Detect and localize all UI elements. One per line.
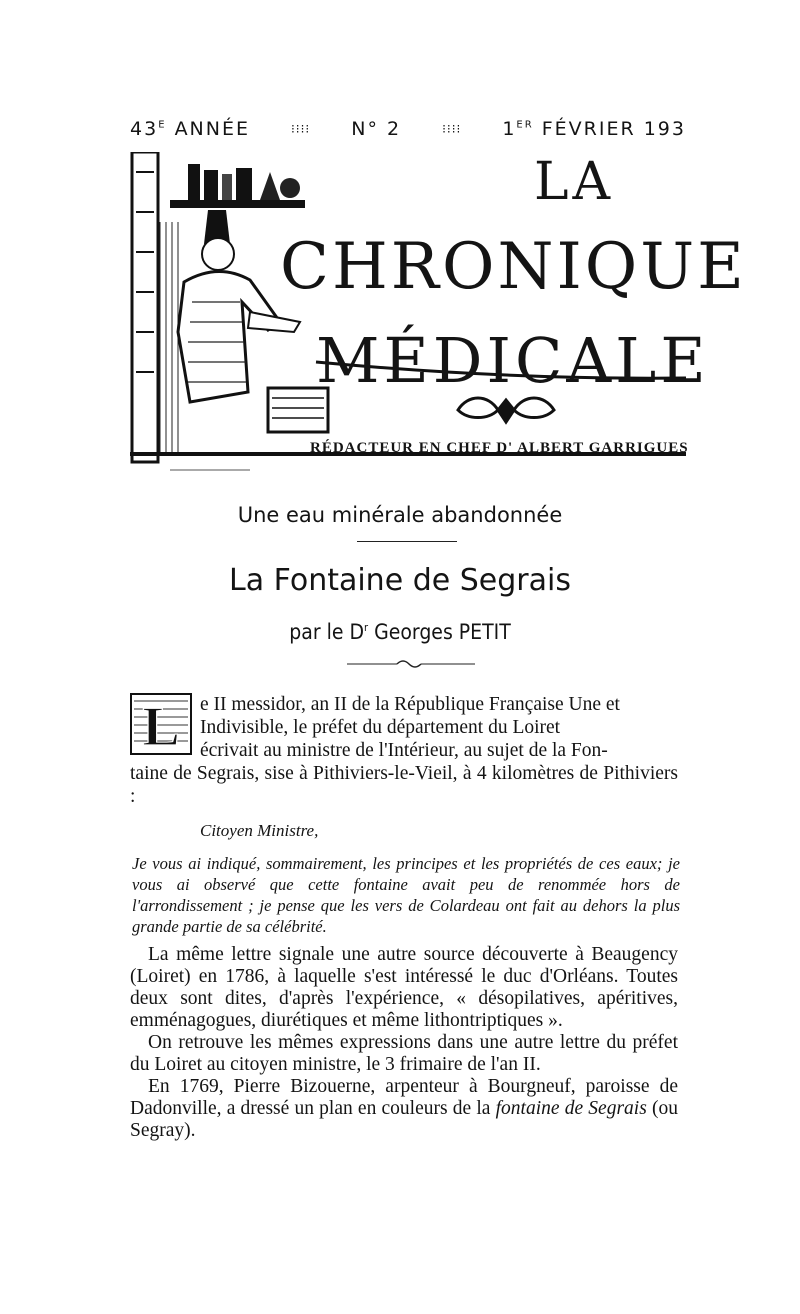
paragraph: On retrouve les mêmes expressions dans une autre lettre du préfet du Loiret au citoyen ministre, le 3 frimaire de l'an II.	[130, 1032, 678, 1075]
article-byline: par le $D^r$ Georges PETIT	[289, 620, 511, 644]
issue-header	[130, 117, 686, 141]
issue-date: 1ER FÉVRIER 193	[502, 118, 686, 140]
article-body	[130, 944, 678, 1142]
masthead-title-medicale: MÉDICALE	[316, 324, 710, 397]
issue-number: N° 2	[351, 118, 402, 140]
masthead-title-chronique: CHRONIQUE	[280, 230, 747, 304]
article-supertitle: Une eau minérale abandonnée	[237, 503, 563, 527]
quote-salutation: Citoyen Ministre,	[200, 821, 319, 840]
editor-credit: RÉDACTEUR EN CHEF D' ALBERT GARRIGUES	[310, 440, 689, 456]
paragraph-intro: e II messidor, an II de la République Française Une et Indivisible, le préfet du département du Loiret écrivait au ministre de l'Intérieur, au sujet de la Fon- taine de Segrais, sise à Pithiviers-le-Vieil, à 4 kilomètres de Pithiviers :	[130, 694, 678, 807]
paragraph: En 1769, Pierre Bizouerne, arpenteur à Bourgneuf, paroisse de Dadonville, a dressé un plan en couleurs de la fontaine de Segrais (ou Segray).	[130, 1076, 678, 1141]
paragraph: La même lettre signale une autre source découverte à Beaugency (Loiret) en 1786, à laquelle s'est intéressé le duc d'Orléans. Toutes deux sont dites, d'après l'expérience, « désopilatives, apéritives, emménagogues, diurétiques et même lithontriptiques ».	[130, 944, 678, 1031]
masthead-title-la: LA	[534, 152, 615, 212]
dropcap-letter: L	[142, 696, 180, 755]
separator-ornament: ⁝⁝⁝⁝	[442, 122, 462, 136]
divider	[357, 541, 457, 542]
quote-body: Je vous ai indiqué, sommairement, les principes et les propriétés de ces eaux; je vous ai observé que cette fontaine avait peu de renommée hors de l'arrondissement ; je pense que les vers de Colardeau ont fait au dehors la plus grande partie de sa célébrité.	[132, 854, 680, 936]
masthead	[130, 152, 747, 482]
ornamental-divider	[347, 658, 475, 670]
article-title: La Fontaine de Segrais	[229, 563, 571, 598]
issue-year: $43^E$ ANNÉE	[130, 118, 250, 140]
separator-ornament: ⁝⁝⁝⁝	[290, 122, 311, 136]
